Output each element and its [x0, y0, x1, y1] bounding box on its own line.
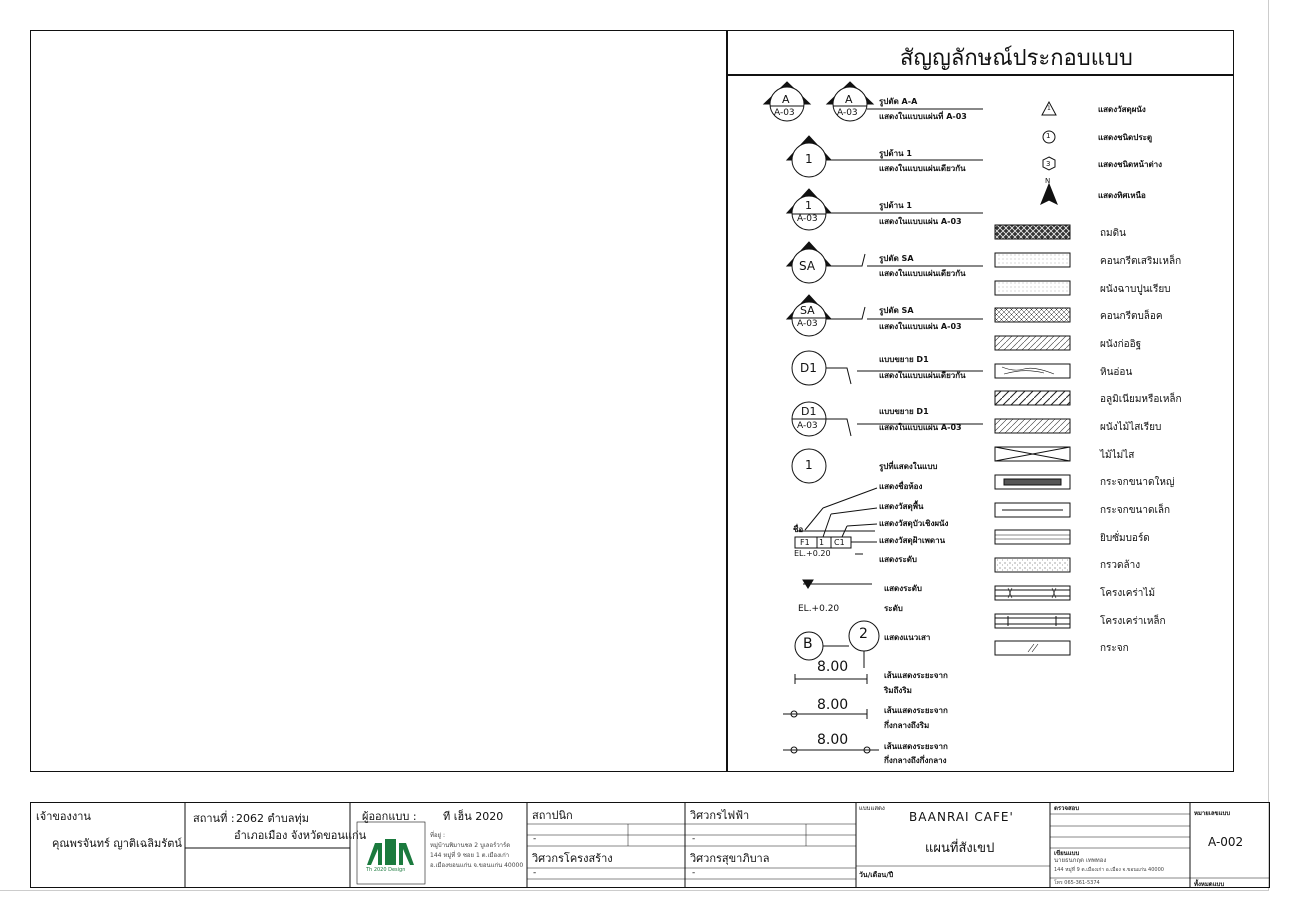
swatch-gypsum [995, 530, 1070, 544]
dim-label-2b: กึ่งกลางถึงริม [884, 721, 930, 730]
label-section-aa-2: แสดงในแบบแผ่นที่ A-03 [879, 112, 967, 121]
label-elev2-1: รูปด้าน 1 [879, 201, 912, 210]
material-label-5: หินอ่อน [1100, 367, 1133, 378]
section-mark-sa2-top: SA [800, 304, 815, 317]
section-mark-sa2-bottom: A-03 [797, 319, 818, 329]
material-label-1: คอนกรีตเสริมเหล็ก [1100, 256, 1182, 267]
sheet-number-label: หมายเลขแบบ [1194, 810, 1231, 817]
label-d1b-2: แสดงในแบบแผ่น A-03 [879, 423, 962, 432]
room-el: EL.+0.20 [794, 549, 831, 558]
electrical-label: วิศวกรไฟฟ้า [690, 809, 750, 822]
label-sa2-1: รูปตัด SA [879, 306, 914, 315]
swatch-rough-wood [995, 447, 1070, 461]
elevation-mark-2-bottom: A-03 [797, 214, 818, 224]
swatch-earth-fill [995, 225, 1070, 239]
address-label: ที่อยู่ : [430, 832, 446, 839]
date-label: วัน/เดือน/ปี [859, 871, 894, 879]
material-label-15: กระจก [1100, 643, 1129, 654]
label-wall-material: แสดงวัสดุผนัง [1098, 105, 1146, 114]
detail-mark-d1: D1 [800, 361, 817, 375]
grid-mark-b: B [803, 636, 813, 652]
section-mark-a-1-top: A [782, 93, 790, 106]
label-window-type: แสดงชนิดหน้าต่าง [1098, 160, 1163, 169]
swatch-brick [995, 336, 1070, 350]
material-label-3: คอนกรีตบล็อค [1100, 311, 1163, 322]
label-elev2-2: แสดงในแบบแผ่น A-03 [879, 217, 962, 226]
label-room: แสดงชื่อห้อง [879, 482, 923, 491]
label-section-aa-1: รูปตัด A-A [879, 97, 918, 106]
swatch-glass [995, 641, 1070, 655]
swatch-metal [995, 391, 1070, 405]
dim-label-1b: ริมถึงริม [884, 686, 912, 695]
project-label: แบบแสดง [859, 805, 885, 812]
elevation-mark-2-top: 1 [805, 199, 812, 212]
designer-label: ผู้ออกแบบ : [362, 810, 417, 823]
material-label-14: โครงเคร่าเหล็ก [1100, 616, 1166, 627]
room-code-floor: F1 [800, 538, 810, 547]
material-label-8: ไม้ไม่ไส [1100, 450, 1135, 461]
electrical-dash: - [692, 834, 696, 844]
north-arrow-glyph: N [1045, 177, 1051, 185]
site-line1: 2062 ตำบลทุ่ม [236, 812, 310, 825]
label-grid: แสดงแนวเสา [884, 633, 931, 642]
owner-name: คุณพรจันทร์ ญาติเฉลิมรัตน์ [52, 837, 182, 850]
sheet-number: A-002 [1208, 835, 1244, 849]
dim-value-3: 8.00 [817, 732, 849, 748]
drawer-tel: โทร 065-361-5374 [1054, 880, 1100, 886]
total-sheets-label: ทั้งหมดแบบ [1194, 881, 1225, 888]
swatch-gravel [995, 558, 1070, 572]
dim-label-3a: เส้นแสดงระยะจาก [884, 742, 948, 751]
legend-title: สัญญลักษณ์ประกอบแบบ [900, 46, 1133, 71]
swatch-planed-wood [995, 419, 1070, 433]
label-d1-2: แสดงในแบบแผ่นเดียวกัน [879, 371, 966, 380]
material-label-9: กระจกขนาดใหญ่ [1100, 477, 1175, 488]
designer-logo-mark [367, 839, 414, 865]
label-elev1-1: รูปด้าน 1 [879, 149, 912, 158]
room-name-mark: ชื่อ [793, 525, 804, 534]
material-label-7: ผนังไม้ไสเรียบ [1100, 422, 1162, 433]
label-sa1-2: แสดงในแบบแผ่นเดียวกัน [879, 269, 966, 278]
dim-value-1: 8.00 [817, 659, 849, 675]
empty-drawing-area[interactable] [32, 32, 724, 770]
address-line3: อ.เมืองขอนแก่น จ.ขอนแก่น 40000 [430, 862, 524, 869]
material-label-13: โครงเคร่าไม้ [1100, 588, 1156, 599]
section-mark-a-2-bottom: A-03 [837, 108, 858, 118]
room-code-wall: 1 [819, 538, 825, 547]
material-label-0: ถมดิน [1100, 228, 1126, 239]
door-type-glyph: 1 [1046, 132, 1051, 140]
structural-dash: - [533, 868, 537, 878]
material-label-12: กรวดล้าง [1100, 560, 1141, 571]
logo-text: Th 2020 Design [366, 867, 406, 873]
room-code-ceiling: C1 [834, 538, 845, 547]
detail-mark-d1-2-bottom: A-03 [797, 421, 818, 431]
label-ceiling: แสดงวัสดุฝ้าเพดาน [879, 536, 946, 545]
sanitary-label: วิศวกรสุขาภิบาล [690, 852, 770, 865]
address-line1: หมู่บ้านพิมานชล 2 บูเลอร์วาร์ด [430, 842, 511, 849]
material-label-10: กระจกขนาดเล็ก [1100, 505, 1171, 516]
swatch-wood-frame [995, 586, 1070, 600]
label-picture: รูปที่แสดงในแบบ [879, 462, 938, 471]
architect-label: สถาปนิก [532, 809, 573, 822]
label-sa2-2: แสดงในแบบแผ่น A-03 [879, 322, 962, 331]
label-north: แสดงทิศเหนือ [1098, 191, 1146, 200]
elevation-mark-1: 1 [805, 152, 813, 166]
material-label-6: อลูมิเนียมหรือเหล็ก [1100, 394, 1182, 405]
owner-label: เจ้าของงาน [36, 810, 91, 823]
section-mark-a-1-bottom: A-03 [774, 108, 795, 118]
label-door-type: แสดงชนิดประตู [1098, 133, 1153, 142]
label-level: แสดงระดับ [879, 555, 918, 564]
dim-label-3b: กึ่งกลางถึงกึ่งกลาง [884, 756, 947, 765]
material-label-2: ผนังฉาบปูนเรียบ [1100, 284, 1171, 295]
label-d1-1: แบบขยาย D1 [879, 355, 929, 364]
section-mark-sa: SA [799, 259, 816, 273]
label-sa1-1: รูปตัด SA [879, 254, 914, 263]
drawer-label: เขียนแบบ [1054, 850, 1080, 857]
section-mark-a-2-top: A [845, 93, 853, 106]
swatch-marble [995, 364, 1070, 378]
checker-label: ตรวจสอบ [1054, 805, 1080, 812]
window-type-glyph: 3 [1046, 160, 1051, 168]
material-label-4: ผนังก่ออิฐ [1100, 339, 1142, 350]
designer-name: ที เฮ็น 2020 [443, 810, 504, 823]
grid-mark-2: 2 [859, 626, 868, 642]
site-line2: อำเภอเมือง จังหวัดขอนแก่น [234, 829, 367, 842]
label-floor: แสดงวัสดุพื้น [879, 502, 924, 511]
right-symbol-graphics [1030, 96, 1070, 216]
level-el-value: EL.+0.20 [798, 604, 840, 614]
picture-mark-1: 1 [805, 458, 813, 472]
architect-dash: - [533, 834, 537, 844]
dim-label-2a: เส้นแสดงระยะจาก [884, 706, 948, 715]
address-line2: 144 หมู่ที่ 9 ซอย 1 ต.เมืองเก่า [430, 852, 510, 859]
project-name: BAANRAI CAFE' [909, 810, 1014, 824]
dim-value-2: 8.00 [817, 697, 849, 713]
label-d1b-1: แบบขยาย D1 [879, 407, 929, 416]
drawer-name: นายธนกฤต เทพทอง [1054, 857, 1107, 864]
sanitary-dash: - [692, 868, 696, 878]
sheet-name: แผนที่สังเขป [925, 841, 995, 856]
label-elev1-2: แสดงในแบบแผ่นเดียวกัน [879, 164, 966, 173]
swatch-block [995, 308, 1070, 322]
swatch-steel-frame [995, 614, 1070, 628]
swatch-large-glass [995, 475, 1070, 489]
dim-label-1a: เส้นแสดงระยะจาก [884, 671, 948, 680]
detail-mark-d1-2-top: D1 [801, 405, 817, 418]
label-level-symbol: แสดงระดับ [884, 584, 923, 593]
drawer-address: 144 หมู่ที่ 9 ต.เมืองเก่า อ.เมือง จ.ขอนแก่น 40000 [1054, 867, 1164, 873]
material-swatches [994, 222, 1074, 658]
swatch-rc [995, 253, 1070, 267]
swatch-plaster [995, 281, 1070, 295]
site-label: สถานที่ : [193, 812, 235, 825]
swatch-small-glass [995, 503, 1070, 517]
structural-label: วิศวกรโครงสร้าง [532, 852, 613, 865]
material-label-11: ยิบซั่มบอร์ด [1100, 533, 1150, 544]
wall-material-glyph: 1 [1047, 105, 1051, 112]
label-level-el: ระดับ [884, 604, 903, 613]
label-wall: แสดงวัสดุบัวเชิงผนัง [879, 519, 949, 528]
